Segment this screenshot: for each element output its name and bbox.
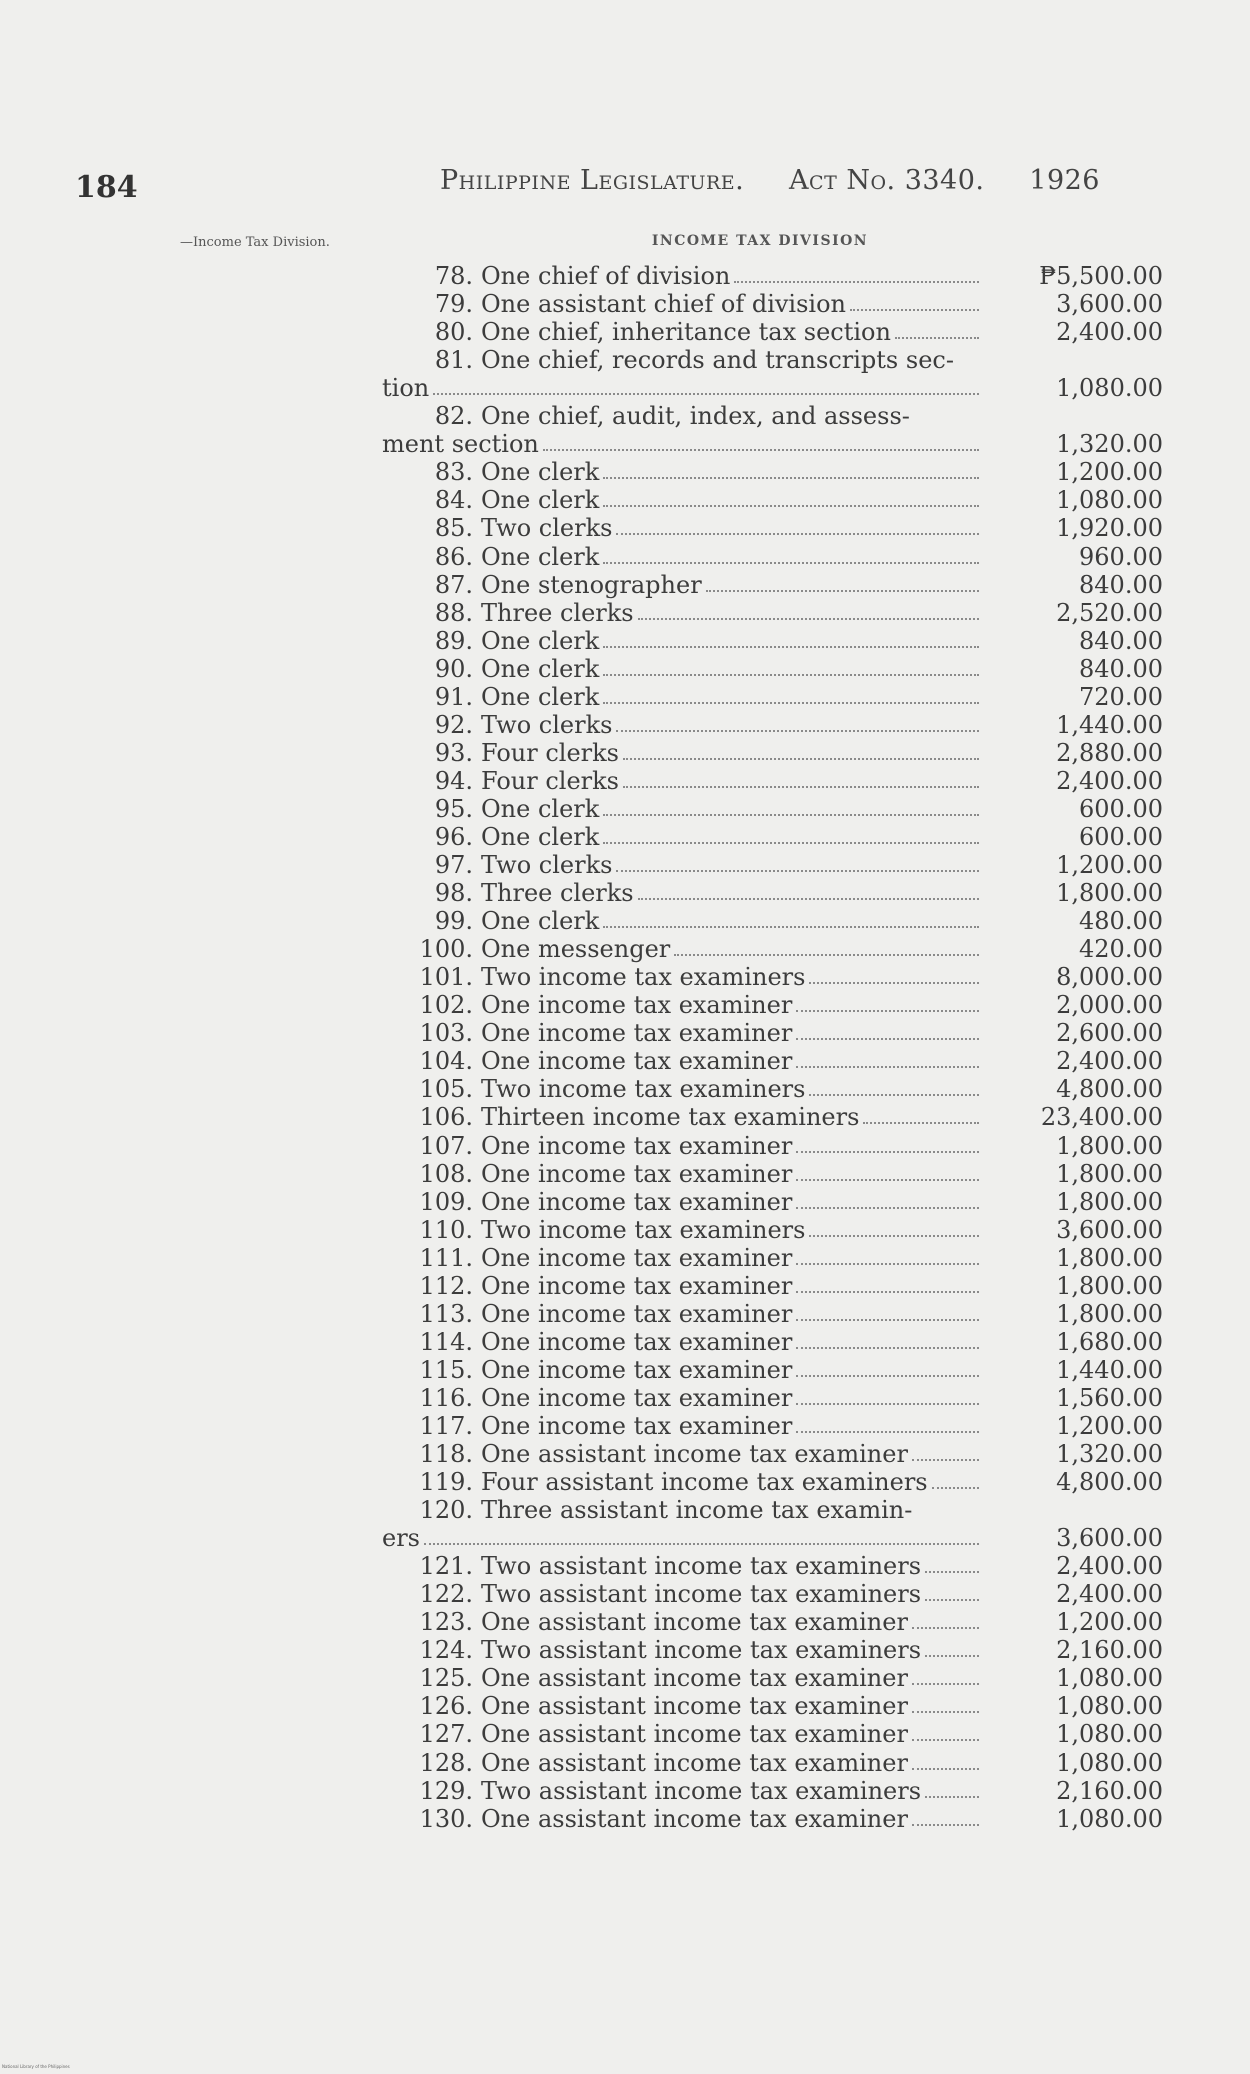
item-amount: 2,000.00	[1056, 991, 1163, 1020]
dot-leader	[796, 1431, 979, 1433]
dot-leader	[895, 337, 979, 339]
item-number: 91.	[434, 682, 473, 711]
dot-leader	[925, 1571, 979, 1573]
item-description: One income tax examiner	[481, 1299, 793, 1328]
item-amount: 2,400.00	[1056, 766, 1163, 795]
list-item	[383, 1468, 1163, 1496]
item-description: Two assistant income tax examiners	[481, 1636, 922, 1665]
dot-leader	[809, 982, 979, 984]
item-description: One income tax examiner	[481, 1355, 793, 1384]
dot-leader	[734, 281, 979, 283]
item-amount: 1,560.00	[1056, 1383, 1163, 1412]
dot-leader	[912, 1768, 979, 1770]
item-description: One assistant income tax examiner	[481, 1692, 908, 1721]
item-amount: 1,080.00	[1056, 1720, 1163, 1749]
item-amount: 480.00	[1079, 907, 1163, 936]
list-item	[383, 514, 1163, 542]
margin-note: —Income Tax Division.	[180, 235, 330, 250]
item-amount: 4,800.00	[1056, 1468, 1163, 1497]
item-number: 112.	[419, 1271, 473, 1300]
item-number: 123.	[419, 1608, 473, 1637]
dot-leader	[424, 1543, 979, 1545]
item-amount: ₱5,500.00	[1039, 262, 1163, 291]
dot-leader	[603, 842, 979, 844]
item-amount: 1,920.00	[1056, 514, 1163, 543]
page-number: 184	[75, 170, 138, 205]
dot-leader	[932, 1487, 979, 1489]
item-amount: 1,800.00	[1056, 879, 1163, 908]
item-number: 95.	[434, 794, 473, 823]
dot-leader	[638, 618, 979, 620]
dot-leader	[543, 449, 979, 451]
item-description: One assistant income tax examiner	[481, 1804, 908, 1833]
item-description: One assistant income tax examiner	[481, 1664, 908, 1693]
item-description-continuation: ment section	[382, 430, 539, 459]
item-number: 122.	[419, 1580, 473, 1609]
item-number: 87.	[434, 570, 473, 599]
item-description: One income tax examiner	[481, 1411, 793, 1440]
dot-leader	[912, 1627, 979, 1629]
item-description: Four clerks	[481, 738, 619, 767]
item-amount: 1,200.00	[1056, 1608, 1163, 1637]
list-item	[383, 907, 1163, 935]
item-amount: 1,320.00	[1056, 1440, 1163, 1469]
item-number: 113.	[419, 1299, 473, 1328]
list-item	[383, 935, 1163, 963]
item-description: Two income tax examiners	[481, 963, 806, 992]
item-description: Four assistant income tax examiners	[481, 1468, 928, 1497]
item-amount: 4,800.00	[1056, 1075, 1163, 1104]
item-description: Two income tax examiners	[481, 1075, 806, 1104]
item-description: Two assistant income tax examiners	[481, 1552, 922, 1581]
list-item	[383, 1664, 1163, 1692]
list-item	[383, 1636, 1163, 1664]
item-number: 78.	[434, 262, 473, 291]
item-description: One clerk	[481, 458, 600, 487]
item-description: One chief of division	[481, 262, 731, 291]
dot-leader	[616, 730, 979, 732]
dot-leader	[796, 1375, 979, 1377]
appropriation-list	[383, 262, 1163, 1833]
item-description: One income tax examiner	[481, 1243, 793, 1272]
year: 1926	[1029, 165, 1100, 196]
section-heading: INCOME TAX DIVISION	[651, 233, 869, 249]
list-item	[383, 599, 1163, 627]
item-description: Two income tax examiners	[481, 1215, 806, 1244]
dot-leader	[603, 646, 979, 648]
item-number: 101.	[419, 963, 473, 992]
item-description: One income tax examiner	[481, 1271, 793, 1300]
item-number: 114.	[419, 1327, 473, 1356]
dot-leader	[925, 1796, 979, 1798]
dot-leader	[850, 309, 979, 311]
dot-leader	[603, 926, 979, 928]
item-description: One income tax examiner	[481, 1159, 793, 1188]
item-description: One clerk	[481, 542, 600, 571]
item-description: One clerk	[481, 682, 600, 711]
item-amount: 2,400.00	[1056, 1580, 1163, 1609]
list-item	[383, 318, 1163, 346]
item-amount: 3,600.00	[1056, 1524, 1163, 1553]
item-description: Three clerks	[481, 598, 634, 627]
item-amount: 1,200.00	[1056, 1411, 1163, 1440]
list-item	[383, 627, 1163, 655]
item-number: 105.	[419, 1075, 473, 1104]
item-amount: 1,080.00	[1056, 486, 1163, 515]
item-description: One income tax examiner	[481, 1131, 793, 1160]
item-description: One income tax examiner	[481, 1019, 793, 1048]
item-amount: 2,600.00	[1056, 1019, 1163, 1048]
dot-leader	[706, 590, 979, 592]
item-number: 118.	[419, 1440, 473, 1469]
list-item	[383, 1328, 1163, 1356]
list-item	[383, 1720, 1163, 1748]
item-description: One income tax examiner	[481, 991, 793, 1020]
item-number: 106.	[419, 1103, 473, 1132]
item-number: 130.	[419, 1804, 473, 1833]
list-item	[383, 991, 1163, 1019]
list-item	[383, 486, 1163, 514]
item-description: One clerk	[481, 626, 600, 655]
list-item	[383, 262, 1163, 290]
item-amount: 2,880.00	[1056, 738, 1163, 767]
item-description: One assistant income tax examiner	[481, 1440, 908, 1469]
item-description: One clerk	[481, 794, 600, 823]
dot-leader	[809, 1235, 979, 1237]
item-number: 99.	[434, 907, 473, 936]
list-item	[383, 795, 1163, 823]
item-description: One chief, audit, index, and assess-	[481, 402, 910, 431]
item-number: 110.	[419, 1215, 473, 1244]
item-amount: 600.00	[1079, 822, 1163, 851]
item-number: 90.	[434, 654, 473, 683]
dot-leader	[912, 1683, 979, 1685]
item-amount: 1,800.00	[1056, 1299, 1163, 1328]
item-amount: 960.00	[1079, 542, 1163, 571]
item-description: One assistant chief of division	[481, 290, 847, 319]
item-description: One clerk	[481, 822, 600, 851]
item-number: 93.	[434, 738, 473, 767]
item-amount: 1,440.00	[1056, 710, 1163, 739]
item-description: One chief, inheritance tax section	[481, 318, 891, 347]
item-amount: 1,800.00	[1056, 1131, 1163, 1160]
item-description: Two clerks	[481, 851, 613, 880]
dot-leader	[674, 954, 979, 956]
item-number: 94.	[434, 766, 473, 795]
item-amount: 2,160.00	[1056, 1636, 1163, 1665]
item-amount: 1,080.00	[1056, 1748, 1163, 1777]
item-amount: 8,000.00	[1056, 963, 1163, 992]
dot-leader	[616, 533, 979, 535]
dot-leader	[912, 1824, 979, 1826]
list-item	[383, 823, 1163, 851]
item-number: 98.	[434, 879, 473, 908]
list-item	[383, 1777, 1163, 1805]
item-description: Two clerks	[481, 710, 613, 739]
item-description: One messenger	[481, 935, 671, 964]
item-number: 117.	[419, 1411, 473, 1440]
list-item	[383, 683, 1163, 711]
item-number: 119.	[419, 1468, 473, 1497]
item-number: 92.	[434, 710, 473, 739]
item-number: 128.	[419, 1748, 473, 1777]
item-amount: 23,400.00	[1040, 1103, 1163, 1132]
item-number: 120.	[419, 1496, 473, 1525]
list-item	[383, 1160, 1163, 1188]
dot-leader	[623, 786, 979, 788]
list-item	[383, 542, 1163, 570]
list-item	[383, 1552, 1163, 1580]
item-amount: 2,400.00	[1056, 318, 1163, 347]
item-amount: 1,080.00	[1056, 374, 1163, 403]
item-number: 108.	[419, 1159, 473, 1188]
list-item	[383, 1412, 1163, 1440]
dot-leader	[638, 898, 979, 900]
item-amount: 1,320.00	[1056, 430, 1163, 459]
item-amount: 1,080.00	[1056, 1692, 1163, 1721]
item-number: 81.	[434, 346, 473, 375]
list-item	[383, 1272, 1163, 1300]
item-number: 115.	[419, 1355, 473, 1384]
list-item	[383, 1075, 1163, 1103]
publication-title: Philippine Legislature.	[440, 165, 745, 196]
list-item	[383, 851, 1163, 879]
item-description: One clerk	[481, 654, 600, 683]
dot-leader	[796, 1263, 979, 1265]
list-item	[383, 1131, 1163, 1159]
footer-credit: National Library of the Philippines	[2, 2064, 70, 2069]
list-item	[383, 1300, 1163, 1328]
item-amount: 1,800.00	[1056, 1271, 1163, 1300]
item-number: 89.	[434, 626, 473, 655]
item-amount: 600.00	[1079, 794, 1163, 823]
dot-leader	[796, 1403, 979, 1405]
dot-leader	[796, 1179, 979, 1181]
list-item-continuation	[382, 430, 1163, 458]
item-number: 79.	[434, 290, 473, 319]
list-item	[383, 1047, 1163, 1075]
item-amount: 720.00	[1079, 682, 1163, 711]
item-amount: 2,400.00	[1056, 1047, 1163, 1076]
item-number: 88.	[434, 598, 473, 627]
item-amount: 840.00	[1079, 570, 1163, 599]
item-amount: 2,400.00	[1056, 1552, 1163, 1581]
dot-leader	[912, 1711, 979, 1713]
item-description: Four clerks	[481, 766, 619, 795]
dot-leader	[796, 1319, 979, 1321]
item-amount: 2,520.00	[1056, 598, 1163, 627]
item-amount: 1,800.00	[1056, 1187, 1163, 1216]
item-description: One assistant income tax examiner	[481, 1748, 908, 1777]
dot-leader	[796, 1207, 979, 1209]
dot-leader	[925, 1655, 979, 1657]
item-description: Three assistant income tax examin-	[481, 1496, 913, 1525]
dot-leader	[796, 1066, 979, 1068]
list-item	[383, 1244, 1163, 1272]
list-item	[383, 963, 1163, 991]
dot-leader	[796, 1151, 979, 1153]
item-number: 80.	[434, 318, 473, 347]
dot-leader	[603, 702, 979, 704]
item-description: Three clerks	[481, 879, 634, 908]
list-item	[383, 1216, 1163, 1244]
item-description: One chief, records and transcripts sec-	[481, 346, 954, 375]
dot-leader	[433, 393, 979, 395]
item-number: 85.	[434, 514, 473, 543]
list-item	[383, 711, 1163, 739]
list-item	[383, 1188, 1163, 1216]
list-item	[383, 402, 1163, 430]
item-number: 84.	[434, 486, 473, 515]
item-number: 97.	[434, 851, 473, 880]
dot-leader	[603, 477, 979, 479]
list-item	[383, 739, 1163, 767]
running-head	[440, 165, 1100, 196]
item-description: Thirteen income tax examiners	[481, 1103, 860, 1132]
item-amount: 2,160.00	[1056, 1776, 1163, 1805]
item-amount: 1,800.00	[1056, 1159, 1163, 1188]
dot-leader	[912, 1459, 979, 1461]
dot-leader	[809, 1094, 979, 1096]
dot-leader	[603, 674, 979, 676]
list-item	[383, 1356, 1163, 1384]
list-item	[383, 1103, 1163, 1131]
dot-leader	[603, 814, 979, 816]
list-item	[383, 655, 1163, 683]
item-number: 127.	[419, 1720, 473, 1749]
dot-leader	[603, 562, 979, 564]
item-amount: 1,680.00	[1056, 1327, 1163, 1356]
dot-leader	[796, 1291, 979, 1293]
item-description: One income tax examiner	[481, 1383, 793, 1412]
item-amount: 1,200.00	[1056, 458, 1163, 487]
item-number: 129.	[419, 1776, 473, 1805]
dot-leader	[925, 1599, 979, 1601]
list-item	[383, 879, 1163, 907]
item-description: One assistant income tax examiner	[481, 1720, 908, 1749]
item-number: 125.	[419, 1664, 473, 1693]
item-description-continuation: ers	[382, 1524, 420, 1553]
item-amount: 420.00	[1079, 935, 1163, 964]
item-number: 83.	[434, 458, 473, 487]
list-item	[383, 1019, 1163, 1047]
item-description: One income tax examiner	[481, 1047, 793, 1076]
item-amount: 1,080.00	[1056, 1804, 1163, 1833]
item-description: Two assistant income tax examiners	[481, 1776, 922, 1805]
item-description: One clerk	[481, 486, 600, 515]
item-description: One clerk	[481, 907, 600, 936]
list-item	[383, 1805, 1163, 1833]
item-description: One income tax examiner	[481, 1327, 793, 1356]
list-item	[383, 767, 1163, 795]
list-item	[383, 1608, 1163, 1636]
dot-leader	[796, 1038, 979, 1040]
list-item	[383, 1496, 1163, 1524]
item-amount: 1,800.00	[1056, 1243, 1163, 1272]
item-amount: 1,440.00	[1056, 1355, 1163, 1384]
item-amount: 840.00	[1079, 626, 1163, 655]
list-item	[383, 1748, 1163, 1776]
list-item-continuation	[382, 374, 1163, 402]
item-number: 111.	[419, 1243, 473, 1272]
list-item	[383, 1692, 1163, 1720]
list-item	[383, 458, 1163, 486]
item-amount: 1,080.00	[1056, 1664, 1163, 1693]
list-item	[383, 1580, 1163, 1608]
dot-leader	[603, 505, 979, 507]
item-number: 86.	[434, 542, 473, 571]
list-item	[383, 1384, 1163, 1412]
item-number: 103.	[419, 1019, 473, 1048]
item-number: 82.	[434, 402, 473, 431]
item-number: 100.	[419, 935, 473, 964]
dot-leader	[796, 1347, 979, 1349]
item-number: 96.	[434, 822, 473, 851]
list-item	[383, 290, 1163, 318]
dot-leader	[912, 1739, 979, 1741]
dot-leader	[616, 870, 979, 872]
item-number: 107.	[419, 1131, 473, 1160]
item-number: 121.	[419, 1552, 473, 1581]
item-number: 109.	[419, 1187, 473, 1216]
item-number: 116.	[419, 1383, 473, 1412]
act-number: Act No. 3340.	[789, 165, 985, 196]
item-number: 126.	[419, 1692, 473, 1721]
list-item-continuation	[382, 1524, 1163, 1552]
item-number: 124.	[419, 1636, 473, 1665]
item-amount: 840.00	[1079, 654, 1163, 683]
item-description-continuation: tion	[382, 374, 430, 403]
dot-leader	[623, 758, 979, 760]
item-number: 102.	[419, 991, 473, 1020]
item-amount: 3,600.00	[1056, 290, 1163, 319]
item-description: Two clerks	[481, 514, 613, 543]
list-item	[383, 1440, 1163, 1468]
item-description: Two assistant income tax examiners	[481, 1580, 922, 1609]
item-amount: 3,600.00	[1056, 1215, 1163, 1244]
list-item	[383, 346, 1163, 374]
item-description: One assistant income tax examiner	[481, 1608, 908, 1637]
dot-leader	[796, 1010, 979, 1012]
list-item	[383, 571, 1163, 599]
item-description: One stenographer	[481, 570, 702, 599]
item-description: One income tax examiner	[481, 1187, 793, 1216]
item-amount: 1,200.00	[1056, 851, 1163, 880]
dot-leader	[863, 1122, 979, 1124]
item-number: 104.	[419, 1047, 473, 1076]
